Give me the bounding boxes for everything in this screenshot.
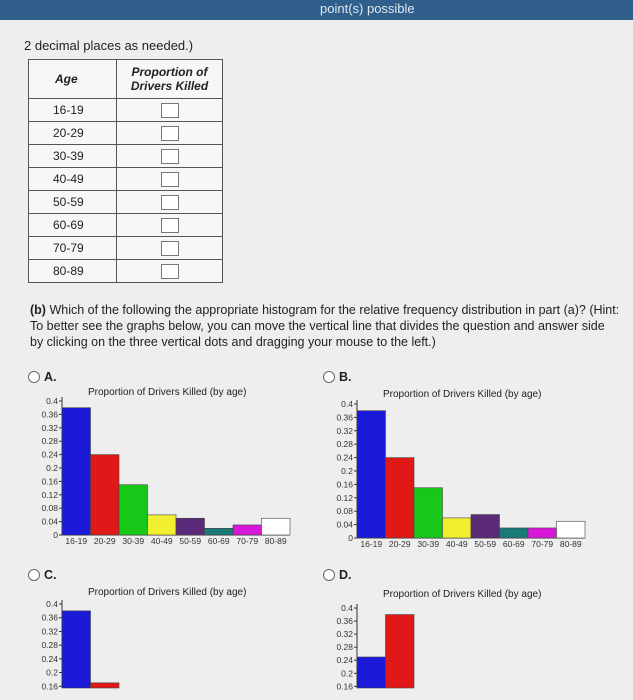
y-tick-label: 0.24 bbox=[41, 449, 58, 460]
y-tick-label: 0.08 bbox=[41, 503, 58, 514]
table-row bbox=[29, 260, 223, 283]
option-c-label: C. bbox=[44, 568, 57, 582]
x-tick-label: 20-29 bbox=[93, 536, 116, 546]
radio-a[interactable] bbox=[28, 371, 40, 383]
points-possible-label: point(s) possible bbox=[320, 1, 415, 16]
histogram-bar bbox=[357, 657, 386, 688]
option-d-label: D. bbox=[339, 568, 352, 582]
answer-input[interactable] bbox=[161, 149, 179, 164]
table-row bbox=[29, 237, 223, 260]
age-cell: 70-79 bbox=[29, 237, 117, 260]
age-cell: 20-29 bbox=[29, 122, 117, 145]
histogram-a bbox=[20, 395, 300, 555]
y-tick-label: 0.32 bbox=[336, 629, 353, 640]
y-tick-label: 0.2 bbox=[46, 667, 58, 678]
x-tick-label: 80-89 bbox=[559, 539, 582, 549]
y-tick-label: 0.04 bbox=[336, 519, 353, 530]
y-tick-label: 0.12 bbox=[336, 492, 353, 503]
y-tick-label: 0.16 bbox=[41, 681, 58, 692]
frequency-table bbox=[28, 59, 223, 283]
question-part: (b) bbox=[30, 303, 46, 317]
histogram-bar bbox=[557, 521, 586, 538]
x-tick-label: 50-59 bbox=[179, 536, 202, 546]
option-d[interactable] bbox=[323, 568, 352, 582]
x-tick-label: 60-69 bbox=[502, 539, 525, 549]
histogram-bar bbox=[233, 525, 262, 535]
option-b[interactable] bbox=[323, 370, 352, 384]
x-tick-label: 70-79 bbox=[236, 536, 259, 546]
histogram-c bbox=[20, 598, 300, 690]
age-cell: 40-49 bbox=[29, 168, 117, 191]
y-tick-label: 0.08 bbox=[336, 506, 353, 517]
y-tick-label: 0.28 bbox=[336, 642, 353, 653]
y-tick-label: 0.2 bbox=[46, 463, 58, 473]
y-tick-label: 0.24 bbox=[336, 452, 353, 463]
answer-input[interactable] bbox=[161, 218, 179, 233]
radio-b[interactable] bbox=[323, 371, 335, 383]
table-row bbox=[29, 99, 223, 122]
histogram-bar bbox=[528, 528, 557, 538]
top-bar bbox=[0, 0, 633, 20]
x-tick-label: 16-19 bbox=[360, 539, 383, 549]
question-body: Which of the following the appropriate histogram for the relative frequency distribution in part (a)? (Hint: To better see the graphs below, you can move the vertical line that divides the question and answer side by clicking on the three vertical dots and dragging your mouse to the left.) bbox=[30, 303, 620, 349]
proportion-header: Proportion of Drivers Killed bbox=[117, 60, 223, 99]
age-cell: 30-39 bbox=[29, 145, 117, 168]
histogram-bar bbox=[148, 515, 177, 535]
histogram-bar bbox=[443, 518, 472, 538]
radio-d[interactable] bbox=[323, 569, 335, 581]
histogram-bar bbox=[62, 611, 91, 688]
y-tick-label: 0.16 bbox=[336, 681, 353, 692]
x-tick-label: 50-59 bbox=[474, 539, 497, 549]
x-tick-label: 40-49 bbox=[150, 536, 173, 546]
y-tick-label: 0.28 bbox=[336, 439, 353, 450]
y-tick-label: 0.36 bbox=[336, 616, 353, 627]
y-tick-label: 0.28 bbox=[41, 436, 58, 447]
chart-b-title: Proportion of Drivers Killed (by age) bbox=[383, 389, 542, 400]
histogram-bar bbox=[119, 485, 148, 535]
chart-d-title: Proportion of Drivers Killed (by age) bbox=[383, 589, 542, 600]
y-tick-label: 0.32 bbox=[41, 422, 58, 433]
y-tick-label: 0.36 bbox=[41, 612, 58, 623]
table-row bbox=[29, 214, 223, 237]
histogram-b bbox=[315, 398, 595, 558]
y-tick-label: 0.16 bbox=[336, 479, 353, 490]
x-tick-label: 40-49 bbox=[445, 539, 468, 549]
y-tick-label: 0.16 bbox=[41, 476, 58, 487]
y-tick-label: 0.32 bbox=[336, 425, 353, 436]
age-cell: 50-59 bbox=[29, 191, 117, 214]
histogram-bar bbox=[357, 411, 386, 538]
y-tick-label: 0.12 bbox=[41, 489, 58, 500]
histogram-bar bbox=[414, 488, 443, 538]
x-tick-label: 16-19 bbox=[65, 536, 88, 546]
table-row bbox=[29, 122, 223, 145]
y-tick-label: 0.4 bbox=[46, 599, 58, 609]
answer-input[interactable] bbox=[161, 103, 179, 118]
histogram-bar bbox=[386, 458, 415, 538]
histogram-d bbox=[315, 602, 595, 690]
y-tick-label: 0.4 bbox=[341, 399, 353, 409]
x-tick-label: 60-69 bbox=[207, 536, 230, 546]
histogram-bar bbox=[205, 528, 234, 535]
age-header: Age bbox=[29, 60, 117, 99]
histogram-bar bbox=[91, 455, 120, 535]
x-tick-label: 70-79 bbox=[531, 539, 554, 549]
chart-a-title: Proportion of Drivers Killed (by age) bbox=[88, 387, 247, 398]
x-tick-label: 30-39 bbox=[122, 536, 145, 546]
y-tick-label: 0.04 bbox=[41, 516, 58, 527]
histogram-bar bbox=[176, 518, 205, 535]
y-tick-label: 0.4 bbox=[46, 396, 58, 406]
y-tick-label: 0.2 bbox=[341, 466, 353, 476]
histogram-bar bbox=[386, 615, 415, 688]
answer-input[interactable] bbox=[161, 241, 179, 256]
answer-input[interactable] bbox=[161, 264, 179, 279]
y-tick-label: 0.24 bbox=[41, 653, 58, 664]
option-a[interactable] bbox=[28, 370, 57, 384]
instruction-note: 2 decimal places as needed.) bbox=[24, 38, 194, 53]
question-text bbox=[30, 302, 620, 350]
y-tick-label: 0 bbox=[348, 533, 353, 543]
table-row bbox=[29, 145, 223, 168]
answer-input[interactable] bbox=[161, 126, 179, 141]
x-tick-label: 80-89 bbox=[264, 536, 287, 546]
table-row bbox=[29, 191, 223, 214]
option-a-label: A. bbox=[44, 370, 57, 384]
age-cell: 16-19 bbox=[29, 99, 117, 122]
y-tick-label: 0.32 bbox=[41, 626, 58, 637]
histogram-bar bbox=[91, 683, 120, 688]
x-tick-label: 20-29 bbox=[388, 539, 411, 549]
table-row bbox=[29, 168, 223, 191]
chart-c-title: Proportion of Drivers Killed (by age) bbox=[88, 587, 247, 598]
histogram-bar bbox=[471, 515, 500, 538]
answer-input[interactable] bbox=[161, 172, 179, 187]
y-tick-label: 0.24 bbox=[336, 655, 353, 666]
radio-c[interactable] bbox=[28, 569, 40, 581]
histogram-bar bbox=[500, 528, 529, 538]
histogram-bar bbox=[262, 518, 291, 535]
y-tick-label: 0.36 bbox=[336, 412, 353, 423]
y-tick-label: 0.36 bbox=[41, 409, 58, 420]
option-b-label: B. bbox=[339, 370, 352, 384]
y-tick-label: 0.2 bbox=[341, 668, 353, 679]
x-tick-label: 30-39 bbox=[417, 539, 440, 549]
option-c[interactable] bbox=[28, 568, 57, 582]
age-cell: 80-89 bbox=[29, 260, 117, 283]
y-tick-label: 0 bbox=[53, 530, 58, 540]
y-tick-label: 0.4 bbox=[341, 603, 353, 613]
y-tick-label: 0.28 bbox=[41, 640, 58, 651]
age-cell: 60-69 bbox=[29, 214, 117, 237]
answer-input[interactable] bbox=[161, 195, 179, 210]
histogram-bar bbox=[62, 408, 91, 535]
